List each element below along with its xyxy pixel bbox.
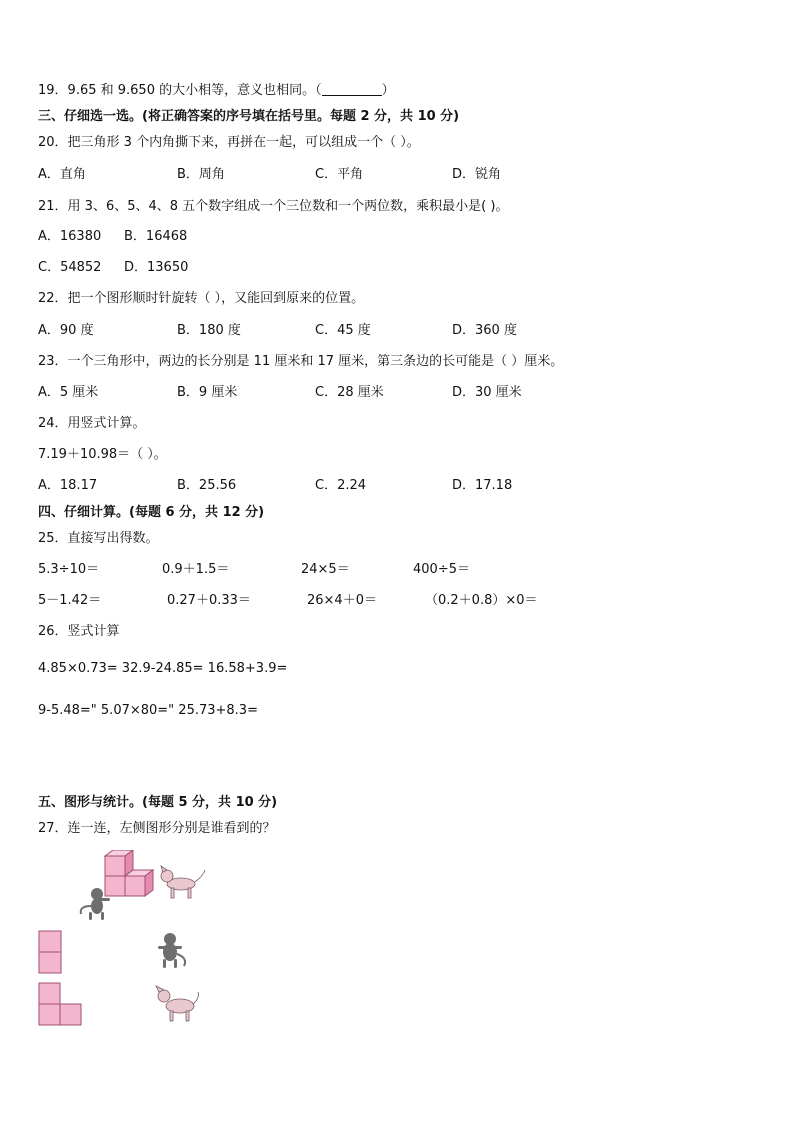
question-23-stem: 23．一个三角形中，两边的长分别是 11 厘米和 17 厘米，第三条边的长可能是（ ）厘米。 [38,354,564,369]
q25-item: 26×4＋0＝ [307,593,377,608]
q24-option-a[interactable]: A．18.17 [38,478,98,493]
q23-option-c[interactable]: C．28 厘米 [315,385,384,400]
question-19: 19．9.65 和 9.650 的大小相等，意义也相同。（ ） [38,83,395,98]
q25-item: 5.3÷10＝ [38,562,100,577]
q24-option-b[interactable]: B．25.56 [177,478,237,493]
q22-option-d[interactable]: D．360 度 [452,323,517,338]
q20-option-b[interactable]: B．周角 [177,167,225,182]
question-19-text: 19．9.65 和 9.650 的大小相等，意义也相同。（ [38,83,322,98]
front-view-shape-1 [38,930,64,976]
dog-icon[interactable] [150,984,202,1024]
question-22-stem: 22．把一个图形顺时针旋转（ ），又能回到原来的位置。 [38,291,365,306]
q23-option-a[interactable]: A．5 厘米 [38,385,99,400]
q25-item: 0.27＋0.33＝ [167,593,251,608]
section-3-title: 三、仔细选一选。(将正确答案的序号填在括号里。每题 2 分，共 10 分) [38,109,460,124]
dog-icon [161,866,205,898]
question-26-line-2: 9-5.48=" 5.07×80=" 25.73+8.3= [38,703,258,718]
q25-item: 0.9＋1.5＝ [162,562,230,577]
q23-option-d[interactable]: D．30 厘米 [452,385,522,400]
section-5-title: 五、图形与统计。(每题 5 分，共 10 分) [38,795,278,810]
question-26-line-1: 4.85×0.73= 32.9-24.85= 16.58+3.9= [38,661,288,676]
q20-option-c[interactable]: C．平角 [315,167,364,182]
monkey-icon[interactable] [152,930,192,970]
q22-option-b[interactable]: B．180 度 [177,323,241,338]
q20-option-a[interactable]: A．直角 [38,167,86,182]
q21-option-a[interactable]: A．16380 [38,229,102,244]
question-21-stem: 21．用 3、6、5、4、8 五个数字组成一个三位数和一个两位数，乘积最小是( )。 [38,199,509,214]
q22-option-a[interactable]: A．90 度 [38,323,94,338]
question-27-stem: 27．连一连，左侧图形分别是谁看到的？ [38,821,276,836]
q25-item: 5－1.42＝ [38,593,102,608]
answer-blank[interactable] [322,82,382,96]
question-24-stem: 24．用竖式计算。 [38,416,146,431]
q21-option-c[interactable]: C．54852 [38,260,102,275]
section-4-title: 四、仔细计算。(每题 6 分，共 12 分) [38,505,265,520]
q21-option-b[interactable]: B．16468 [124,229,188,244]
q24-option-d[interactable]: D．17.18 [452,478,513,493]
q21-option-d[interactable]: D．13650 [124,260,189,275]
cube-stack [105,850,153,896]
q25-item: （0.2＋0.8）×0＝ [425,593,538,608]
question-24-expression: 7.19＋10.98＝（ ）。 [38,447,167,462]
q25-item: 24×5＝ [301,562,350,577]
q24-option-c[interactable]: C．2.24 [315,478,367,493]
question-25-stem: 25．直接写出得数。 [38,531,159,546]
question-26-stem: 26．竖式计算 [38,624,120,639]
question-20-stem: 20．把三角形 3 个内角撕下来，再拼在一起，可以组成一个（ ）。 [38,135,420,150]
q20-option-d[interactable]: D．锐角 [452,167,502,182]
cube-stack-scene [75,850,215,930]
q22-option-c[interactable]: C．45 度 [315,323,371,338]
front-view-shape-2 [38,982,84,1028]
q25-item: 400÷5＝ [413,562,470,577]
q23-option-b[interactable]: B．9 厘米 [177,385,238,400]
